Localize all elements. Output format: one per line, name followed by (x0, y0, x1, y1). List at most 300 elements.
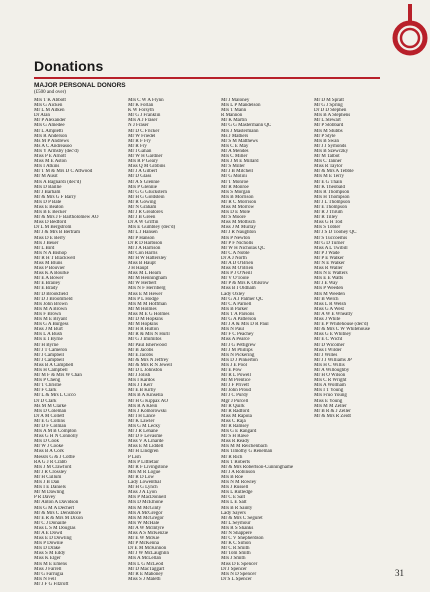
donor-name: Mrs L E Salt (221, 500, 247, 506)
donor-name: Mr R D Low (128, 474, 154, 480)
donor-name: Mr T Monroe (221, 179, 249, 185)
donor-name: Mr J R Greatorex (128, 210, 164, 216)
donor-name: Mr T M & Mrs D C Attwood (34, 169, 93, 175)
donor-name: Mrs M Stubbs (314, 128, 343, 134)
donor-name: Mr R F Livingstone (128, 464, 168, 470)
donor-name: Mrs P Newton (221, 235, 250, 241)
donor-name: Mr L Ampletti (34, 128, 63, 134)
donor-name: Mr J Jolish (128, 373, 151, 379)
donor-name: Mr D M Hopkins (128, 317, 163, 323)
donor-name: Mr C E Salt (221, 495, 246, 501)
donor-name: Miss G H N Connolly (34, 434, 79, 440)
donor-name: Mr H Byrne (34, 342, 59, 348)
donor-name: Mrs L G McLeod (128, 561, 164, 567)
donor-name: Mrs B Morrison (221, 194, 254, 200)
donor-name: Mr C R Smith (221, 546, 250, 552)
donor-name: Mr H G Goldstein (128, 194, 165, 200)
society-logo (388, 4, 428, 68)
donor-name: Mr B Welch (314, 296, 339, 302)
donor-name: Mr C V Shepherdson (221, 536, 264, 542)
donor-name: Mrs P J O'Neill (221, 271, 252, 277)
donor-name: Mrs J M E Millard (221, 159, 259, 165)
donor-name: Miss A Pearce (221, 337, 250, 343)
donor-name: Mr L Stewart (314, 118, 341, 124)
donor-name: Mrs B R Sainty (221, 505, 253, 511)
donor-name: Mr J A Gilbert (128, 169, 158, 175)
donor-name: Mr J B Mitchell (221, 169, 254, 175)
donor-name: Mrs Y Armsby (dec'd) (34, 148, 79, 154)
donor-name: Mrs N D Spencer (221, 571, 257, 577)
donor-name: Mr N Shappere (221, 530, 252, 536)
donor-name: Mrs B Swan (314, 138, 340, 144)
donor-name: Mr C A Parnell (221, 301, 252, 307)
donor-name: Mrs M Weeden (314, 291, 345, 297)
donor-name: Mrs J Beuer (34, 240, 59, 246)
donor-name: Miss B Haupt (128, 261, 156, 266)
donor-name: Mr F Clark (34, 388, 57, 394)
donor-name: Mr P F Nicholls (221, 240, 254, 246)
donor-name: Miss A S McKenzie (128, 530, 169, 536)
donor-name: Miss M Rapola (221, 413, 252, 419)
donor-name: Mr J F Privett (221, 383, 249, 389)
donor-name: Mr John Proud (221, 388, 252, 394)
donor-name: Messrs G & J Cottle (34, 454, 75, 460)
donor-name: Mrs H C Willis (314, 362, 345, 368)
donor-name: Mrs P Littlefair (128, 459, 159, 465)
donor-name: Mr G J Imimitos (128, 337, 162, 343)
donor-name: Mrs I Atkins (34, 164, 60, 170)
donor-name: Mr P McKenna (128, 541, 159, 547)
donor-name: Mrs D P Bate (34, 199, 62, 205)
donor-name: Mr J Maloney (221, 98, 250, 103)
donor-name: Mr K Martin (221, 118, 247, 124)
donor-name: Mr R C Morrison (221, 199, 257, 205)
donor-name: Mrs G A Burgess (34, 322, 69, 328)
donor-name: Mr J E Way (314, 281, 338, 287)
donor-name: Mrs D Coleman (34, 408, 67, 414)
donor-name: Mr & Mrs Robertson-Cunninghame (221, 464, 294, 470)
donor-name: Mr A Mendes (221, 148, 249, 154)
donor-name: Mrs P Cheng (34, 378, 61, 384)
donor-name: Mr G J Spring (314, 103, 343, 109)
donor-name: Mrs M M Reichenbach (221, 444, 268, 450)
donor-name: Mr R Gowing (128, 199, 157, 205)
donor-name: Mr J A Harrison (128, 245, 161, 251)
donor-name: Mrs H Thompson (314, 194, 350, 200)
donor-name: Mrs A J Fraser (128, 118, 158, 124)
donor-name: Miss E Young (314, 398, 343, 404)
donor-name: Dr E M McKinnon (128, 546, 167, 552)
donor-name: Mr D F Colman (34, 424, 67, 429)
donor-name: Mr E Brady (34, 286, 58, 292)
donor-name: Mrs G M A Dechert (34, 505, 74, 511)
donor-name: Mrs N Pickering (221, 352, 255, 358)
donor-name: Mr J A Robinson (221, 469, 256, 475)
donor-name: Mr J Barham (34, 189, 61, 195)
donor-name: Mrs Fruo Young (314, 393, 347, 399)
donor-name: Mr J R Crossley (34, 469, 67, 475)
donor-name: Mr D M Spratt (314, 98, 344, 103)
donor-name: Miss M O'Brien (221, 266, 254, 272)
donor-name: Dr J Spencer (221, 566, 247, 572)
donor-name: Mr H W Hattersley (128, 255, 167, 261)
donor-name: Mrs J M Crawford (34, 464, 72, 470)
donor-name: Mr J L Thompson (314, 199, 350, 205)
donor-name: Mrs N A Bishop (34, 250, 67, 256)
donor-name: Mr E B Kirby (128, 388, 156, 394)
donor-name: Mrs B Parker (221, 306, 248, 312)
donor-name: Miss M Mottisch (221, 220, 256, 226)
donor-name: Mr E W McKie (128, 536, 160, 542)
donor-name: Mr A D O'Brien (221, 261, 254, 266)
donor-name: Mr J S D Toohey QC (314, 230, 357, 236)
donor-name: Mr A Willoughby (314, 367, 350, 373)
donor-name: Mrs T Mann (221, 108, 247, 114)
donor-name: Mrs W McHale (128, 520, 160, 526)
donor-name: Miss L R Welsh (314, 301, 346, 307)
donor-name: Mrs H Campbell (34, 367, 68, 373)
donor-name: Mrs D J Pinkerton (221, 357, 258, 363)
donor-name: Mrs M E Emens (34, 561, 67, 567)
donor-name: Mr M Talbot (314, 154, 340, 160)
donor-name: N J Fraser (128, 123, 149, 129)
donor-name: Mr H G Kippax AO (128, 398, 168, 404)
donor-name: Mr S Tuccoemis (314, 235, 348, 241)
donor-name: Dr S L Spencer (221, 576, 252, 582)
donor-column-1 (34, 98, 128, 587)
donor-name: Mr W H Gardner (128, 154, 163, 160)
donor-name: Lady Lowenthal (128, 480, 161, 486)
donor-name: Miss K Elger (34, 556, 61, 562)
donor-name: Mr R H T Blackwell (34, 255, 76, 261)
donor-name: Mr M Holmes (128, 306, 157, 312)
donor-name: Mrs M E Bryant (34, 317, 67, 323)
page-number: 31 (395, 568, 404, 578)
donor-name: Dr A J North (221, 255, 247, 261)
donor-name: Mr A S Glennie (128, 179, 160, 185)
donor-name: Mrs E Gumbley (dec'd) (128, 225, 176, 231)
donor-name: Mr J & Mrs B Bertram (34, 230, 80, 236)
donor-name: Mr J A & Mrs D R Paul (221, 322, 269, 328)
donor-name: Mrs N Fell (34, 576, 56, 582)
donor-name: Mr F C Peachey (221, 332, 254, 338)
donor-name: Mr E A Bower (34, 276, 64, 282)
donor-name: Mrs R A Klein (128, 403, 158, 409)
donor-name: Dr L M Bergstrom (34, 225, 72, 231)
donor-name: Mrs B A Kinsella (128, 393, 163, 399)
donor-name: Miss K A Bourke (34, 271, 69, 277)
donor-name: Mrs E E Watts (314, 276, 344, 282)
donor-name: Mr & Mrs C Densmore (34, 510, 81, 516)
donor-name: Mr R Monroe (221, 184, 249, 190)
donor-name: Mr J F G Fitzroft (34, 581, 69, 587)
donor-name: Mrs J B Dan (34, 480, 60, 486)
donor-name: Mr & Mrs C W Whitehouse (314, 327, 370, 333)
donor-name: Mr E Thompson (314, 204, 347, 210)
donor-name: Miss J Farrell (34, 566, 62, 572)
donor-name: Mrs C Tanner (314, 159, 342, 165)
donor-name: Miss Q M Gibbins (128, 164, 166, 170)
donor-name: Mr G G Mastermann QC (221, 123, 272, 129)
donor-name: Mr D Brookfield (34, 291, 68, 297)
donor-name: Mr & Mrs R Zeidt (314, 413, 351, 419)
donor-name: Mrs N F Herriberg (128, 286, 166, 292)
donor-name: J H Haupt (128, 266, 149, 272)
donor-name: Mr G A J Palmer QC (221, 296, 264, 302)
donor-name: Mrs D E Mole (221, 210, 251, 216)
donor-name: Mr & Mrs J F Bartholomew AO (34, 215, 99, 221)
donor-name: Mr J J Symonds (314, 143, 347, 149)
donor-name: Mr D Wicomer (314, 342, 345, 348)
donor-name: Mr W Herbert (128, 281, 157, 287)
donor-name: Mr R Tilley (314, 215, 338, 221)
donor-name: Mrs D Drake (34, 546, 61, 552)
donor-name: Mrs M McGinty (128, 505, 162, 511)
donor-name: Mr & Mrs N Jeffrey (128, 357, 169, 363)
donor-name: Mr V O'Toole (221, 276, 249, 282)
donor-name: Mrs T A Parsons (221, 311, 255, 317)
donor-name: Mr A E Dowd (34, 530, 63, 536)
donor-name: Mr H R Hulton (128, 327, 159, 333)
donor-name: Mr J G Pettigrew (221, 342, 256, 348)
donor-name: Mrs M M Zeller (314, 403, 347, 409)
donor-name: Mr N E Walker (314, 261, 345, 266)
donor-name: Mrs D McElhone (128, 500, 163, 506)
donor-column-4 (314, 98, 406, 419)
donor-name: Mrs A Wollham (314, 383, 346, 389)
donor-name: Mr M Ausit (34, 174, 58, 180)
donor-name: Mrs R P Geary (128, 159, 158, 165)
donor-name: Mr K Lawler (128, 418, 155, 424)
donor-name: Mrs B Szewczky (314, 148, 349, 154)
donor-name: Mr E Brailey (34, 281, 61, 287)
donor-name: Mr D J Broomfield (34, 296, 73, 302)
donor-name: Mrs N M Rowley (221, 480, 257, 486)
donor-name: Mr P J Wade (314, 250, 340, 256)
donor-name: Mr D F Levasme (128, 434, 163, 440)
donor-name: Miss R Taylor (314, 164, 343, 170)
donor-name: Dr A W Griffin (128, 220, 159, 226)
donor-name: Mr K C Simon (221, 541, 251, 547)
donor-name: Miss S J Maletti (128, 576, 161, 582)
donor-name: Mrs T Roberts (221, 459, 250, 465)
donor-name: Mrs L P Mandelson (221, 103, 261, 109)
donor-name: Mr L J Hansen (128, 230, 158, 236)
donor-name: Miss C Raja (221, 418, 246, 424)
donor-name: Mrs R S Shanks (221, 525, 254, 531)
donor-name: Mr M Henningham (128, 276, 167, 282)
donor-name: Mr E Jacobs (128, 352, 153, 358)
donor-name: Mr H G Lynch (128, 485, 158, 491)
donor-name: Mrs A McGregor (128, 510, 163, 516)
section-note: (£500 and over) (34, 90, 66, 95)
donor-name: Mr E R & Mrs M Dixon (34, 515, 83, 521)
donor-name: Mr R Radford (221, 408, 250, 414)
donor-name: Miss G H Tod (314, 220, 343, 226)
donor-name: Mr & Mrs G F Barry (34, 194, 77, 200)
donor-name: Miss D E Berry (34, 235, 66, 241)
donor-name: Miss B I Oldham (221, 286, 256, 292)
donor-name: Mrs C E May (221, 143, 249, 149)
donor-name: Mr Con Harris (128, 250, 158, 256)
donor-name: Mr R Ramsey (221, 424, 250, 429)
donor-name: Mrs B Roe (221, 474, 243, 480)
donor-name: Mrs C W A Flynn (128, 98, 164, 103)
donor-name: Mr E Pow (221, 367, 242, 373)
donor-name: Mr H Lindgren (128, 449, 159, 455)
donor-name: Mr I H Lance (128, 413, 156, 419)
donor-name: Mr G G Gluckstern (128, 189, 168, 195)
donor-name: Mr Tom Smith (221, 551, 251, 557)
donor-name: Miss B A Cork (34, 449, 64, 455)
donor-name: Mrs G Aicken (34, 103, 63, 109)
donor-name: Miss M L Hearn (128, 271, 162, 277)
donor-name: Mr P Stobbard (314, 123, 344, 129)
donor-name: Mrs J Russell (221, 485, 249, 491)
donor-name: Mrs S Tobler (314, 225, 341, 231)
donor-name: Ms A C Andreasoo (34, 143, 72, 149)
donor-name: Mr R L Powell (221, 373, 251, 379)
donor-name: Mr & Mrs R N Jewell (128, 362, 173, 368)
donor-name: Mrs T K Abbott (34, 98, 66, 103)
donor-name: Lady Sayers (221, 510, 246, 516)
donor-column-2 (128, 98, 222, 582)
donor-name: Mr G A Patterson (221, 317, 257, 323)
donor-name: Mrs J Komorowski (128, 408, 167, 414)
donor-name: Mr W Friedel (128, 133, 156, 139)
donor-name: Mr D L Johnston (128, 367, 163, 373)
donor-name: Mrs P L Hodge (128, 296, 159, 302)
donor-name: Mr J J Williams JP (314, 357, 352, 363)
donor-name: Mr E G Collins (34, 418, 65, 424)
section-heading: MAJOR PERSONAL DONORS (34, 82, 126, 89)
donor-name: Miss L S M Douglas (34, 525, 76, 531)
donor-name: Mr R E Mahoney (128, 571, 164, 577)
donor-name: Miss E M Hewer (128, 291, 163, 297)
donor-name: Mrs M A Brown (34, 306, 67, 312)
donor-name: Miss D Bedford (34, 220, 67, 226)
donor-name: Miss P Bouvier (34, 266, 65, 272)
donor-name: Mr M F & Mrs W Chan (34, 373, 82, 379)
donor-name: Dr A M Collett (34, 413, 65, 419)
donor-name: Mr J R Naughton (221, 230, 256, 236)
donor-name: Miss R Waller (314, 266, 343, 272)
donor-name: Miss P E Arnott (34, 154, 66, 160)
donor-name: Mrs P Glennie (128, 184, 157, 190)
donor-name: Mrs I Kardos (128, 378, 155, 384)
donor-name: Mr J M Phillips (221, 347, 253, 353)
donor-name: Miss M Morrow (221, 204, 255, 210)
donor-name: Mrs M E Terry (314, 174, 344, 180)
donor-name: Miss J A Lyon (128, 490, 157, 496)
donor-name: Mrs A M B Compton (34, 429, 77, 435)
donor-name: Mrs R Anderson (34, 133, 68, 139)
donor-name: Miss A L Twibill (314, 245, 348, 251)
donor-name: Miss J White (314, 317, 341, 323)
donor-name: Mr R Rich (221, 454, 243, 460)
donor-name: Mr E P Whitehouse (dec'd) (314, 322, 369, 328)
donor-name: Mr K Theobald (314, 184, 346, 190)
donor-name: Mrs F Brown (34, 311, 61, 317)
donor-name: Miss V A Liharde (128, 439, 164, 445)
donor-name: Mr G Farrugia (34, 571, 64, 577)
donor-name: Mr C A Noble (221, 250, 250, 256)
donor-name: Mrs P Weeden (314, 286, 344, 292)
donor-name: Mrs M McGregor (128, 515, 164, 521)
donor-name: Mrs E I Byrne (34, 337, 63, 343)
donor-name: P R Davey (34, 495, 56, 501)
donor-name: Mrs L A Bush (34, 332, 63, 338)
donor-name: Dr Alan (34, 113, 50, 119)
title-divider (34, 77, 380, 79)
donor-name: Mgr J Purcell (221, 398, 249, 404)
donor-name: Mr S Miller (221, 164, 245, 170)
donor-name: Dr D Clark (34, 398, 57, 404)
donor-name: Miss G A West (314, 306, 344, 312)
donor-name: Mr Anton A Davidson (34, 500, 79, 506)
donor-name: Mr I Gahan (128, 148, 152, 154)
donor-name: Mr & Mrs C Seguret (221, 515, 263, 521)
donor-name: Miss M E Aston (34, 159, 67, 165)
donor-name: Mrs I T Young (314, 388, 344, 394)
donor-name: P Lish (128, 454, 141, 460)
donor-name: Miss E D Dowling (34, 536, 72, 542)
donor-name: Miss R Ready (221, 439, 250, 445)
donor-name: Mr J C Purdy (221, 393, 249, 399)
donor-name: Mr G Molini (221, 174, 247, 180)
donor-name: Mrs C Miller (221, 154, 248, 160)
donor-name: Mr L Seymour (221, 520, 251, 526)
donor-name: Mr R Fry (128, 143, 147, 149)
donor-name: Mr M Dawling (34, 490, 65, 496)
donor-name: Miss I Wilder (314, 347, 342, 353)
donor-name: Mr E G Thain (314, 179, 343, 185)
donor-name: Mr P E Walker (314, 255, 344, 261)
donor-name: Mr G J Franklin (128, 113, 161, 119)
donor-name: Mr C J Donaille (34, 520, 67, 526)
donor-name: Mr R J Thrum (314, 210, 343, 216)
donor-name: Mr R F Fry (128, 138, 151, 144)
donor-name: Mr P Style (314, 133, 336, 139)
donor-name: Mr T Christie (34, 383, 62, 389)
donor-name: RA G J R Crabb (34, 459, 67, 465)
donor-name: Mr W J Cooke (34, 444, 64, 450)
donor-name: Mr S H Rawe (221, 434, 249, 440)
donor-name: Mrs J Smith (221, 556, 246, 562)
donor-name: Miss B A Campbell (34, 362, 74, 368)
donor-name: Mrs L Rutledge (221, 490, 253, 496)
donor-name: Mrs C R Wright (314, 378, 347, 384)
donor-name: Miss E M Liddell (128, 444, 164, 450)
donor-name: Mrs S Morgan (221, 189, 251, 195)
donor-name: Mrs M R Logue (128, 469, 161, 475)
donor-name: Mr Paul Isherwood (128, 342, 167, 348)
donor-name: Mrs Timothy G Reneman (221, 449, 273, 455)
donor-name: Mr M Prentice (221, 378, 251, 384)
donor-name: Mrs P MacDonnell (128, 495, 167, 501)
donor-name: Mrs P Downie (34, 541, 63, 547)
page-title: Donations (34, 58, 104, 74)
donor-name: Mr P Alexander (34, 118, 66, 124)
donor-name: Mrs D Baillie (34, 184, 62, 190)
donor-name: Mr N Graham (128, 204, 157, 210)
donor-name: Mrs A McLellan (128, 556, 162, 562)
donor-name: Dr D D Stephen (314, 108, 347, 114)
donor-name: Mr & Mrs A Tebble (314, 169, 354, 175)
donor-name: Mr J Campbell (34, 357, 64, 363)
donor-column-3 (221, 98, 313, 582)
donor-name: Ms M P Andrews (34, 138, 69, 144)
